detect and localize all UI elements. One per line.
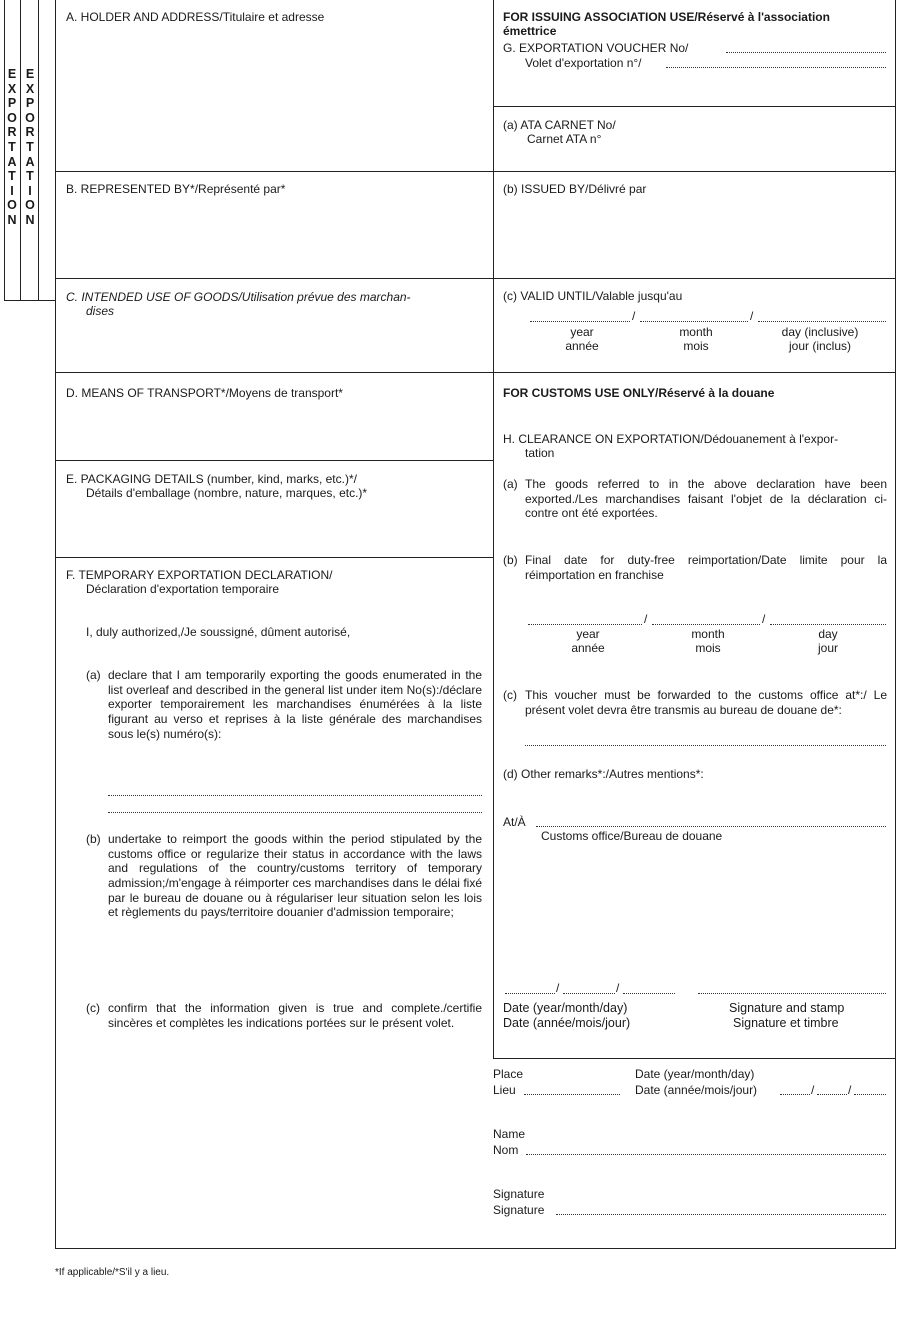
signature-stamp-label-fr: Signature et timbre <box>733 1016 839 1030</box>
place-line[interactable] <box>524 1094 620 1095</box>
reimport-month-label: month <box>691 627 725 641</box>
valid-month-line[interactable] <box>640 321 748 322</box>
side-letter: O <box>7 110 17 125</box>
signature-stamp-label: Signature and stamp <box>729 1001 845 1015</box>
side-letter: X <box>25 81 35 96</box>
customs-office-label: Customs office/Bureau de douane <box>541 829 723 843</box>
valid-day-label-fr: jour (inclus) <box>788 339 851 353</box>
place-date-day-line[interactable] <box>854 1094 886 1095</box>
duly-authorized-text: I, duly authorized,/Je soussigné, dûment autorisé, <box>86 625 351 639</box>
side-strip-divider <box>38 0 39 300</box>
f-b-label: (b) <box>86 832 101 846</box>
reimport-year-label: year <box>576 627 600 641</box>
name-line[interactable] <box>526 1154 886 1155</box>
field-h-clearance-cont: tation <box>525 446 555 460</box>
field-h-d-remarks: (d) Other remarks*:/Autres mentions*: <box>503 767 704 781</box>
field-c-intended-use: C. INTENDED USE OF GOODS/Utilisation prévue des marchan- <box>66 290 411 304</box>
h-c-label: (c) <box>503 688 517 702</box>
place-date-year-line[interactable] <box>780 1094 810 1095</box>
clearance-date-day-line[interactable] <box>623 993 675 994</box>
field-f-declaration-fr: Déclaration d'exportation temporaire <box>86 582 280 596</box>
valid-year-label-fr: année <box>565 339 599 353</box>
h-b-text: Final date for duty-free reimportation/Date limite pour la réimportation en franchise <box>525 553 887 582</box>
clearance-date-label-fr: Date (année/mois/jour) <box>503 1016 631 1030</box>
h-b-label: (b) <box>503 553 518 567</box>
clearance-date-label: Date (year/month/day) <box>503 1001 628 1015</box>
at-label: At/À <box>503 815 526 829</box>
side-letter: O <box>25 198 35 213</box>
side-letter: R <box>25 125 35 140</box>
voucher-no-line-fr[interactable] <box>666 67 886 68</box>
side-letter: T <box>26 169 34 184</box>
place-label: Place <box>493 1067 524 1081</box>
slash: / <box>632 309 636 323</box>
form-bottom-border <box>55 1248 896 1249</box>
reimport-day-label-fr: jour <box>817 641 838 655</box>
side-letter: A <box>25 154 35 169</box>
signature-line[interactable] <box>556 1214 886 1215</box>
reimport-day-line[interactable] <box>770 624 886 625</box>
rule-e-f <box>55 557 493 558</box>
rule-b-c <box>55 278 493 279</box>
field-ata-carnet-no-fr: Carnet ATA n° <box>527 132 602 146</box>
side-letter: T <box>8 140 16 154</box>
clearance-date-month-line[interactable] <box>563 993 615 994</box>
side-letter: I <box>28 183 32 198</box>
slash: / <box>848 1083 852 1097</box>
form-left-border <box>55 0 56 1248</box>
rule-d-e <box>55 460 493 461</box>
reimport-day-label: day <box>818 627 838 641</box>
f-a-text: declare that I am temporarily exporting the goods enumerated in the list overleaf and described in the general list under item No(s):/déclare exporter temporairement les marchandises énumérées à la liste figurant au verso et reprises à la liste générale des marchandises sous le(s) numéro(s): <box>108 668 482 741</box>
valid-month-label: month <box>679 325 713 339</box>
place-date-month-line[interactable] <box>817 1094 847 1095</box>
field-c-intended-use-cont: dises <box>86 304 115 318</box>
valid-month-label-fr: mois <box>683 339 709 353</box>
item-numbers-line-1[interactable] <box>108 795 482 796</box>
field-g-voucher-no: G. EXPORTATION VOUCHER No/ <box>503 41 689 55</box>
field-a-holder-address: A. HOLDER AND ADDRESS/Titulaire et adresse <box>66 10 325 24</box>
rule-c-d <box>55 372 493 373</box>
field-f-declaration: F. TEMPORARY EXPORTATION DECLARATION/ <box>66 568 333 582</box>
side-letter: O <box>25 110 35 125</box>
slash: / <box>556 981 560 995</box>
h-c-text: This voucher must be forwarded to the customs office at*:/ Le présent volet devra être transmis au bureau de douane de*: <box>525 688 887 717</box>
side-letter: R <box>7 125 17 140</box>
signature-label: Signature <box>493 1187 545 1201</box>
side-letter: P <box>25 96 35 111</box>
field-valid-until: (c) VALID UNTIL/Valable jusqu'au <box>503 289 683 303</box>
f-b-text: undertake to reimport the goods within the period stipulated by the customs office or regularize their status in accordance with the laws and regulations of the country/customs territory of temporary admission;/m'engage à réimporter ces marchandises dans le délai fixé par le bureau de douane ou à régulariser leur situation selon les lois et règlements du pays/territoire douanier d'admission temporaire; <box>108 832 482 920</box>
side-letter: E <box>25 67 35 81</box>
signature-label-fr: Signature <box>493 1203 545 1217</box>
column-divider <box>493 0 494 1058</box>
rule-a-b <box>55 171 493 172</box>
h-a-label: (a) <box>503 477 518 491</box>
valid-year-line[interactable] <box>530 321 630 322</box>
customs-use-header: FOR CUSTOMS USE ONLY/Réservé à la douane <box>503 386 775 400</box>
side-letter: N <box>7 213 17 227</box>
field-h-clearance: H. CLEARANCE ON EXPORTATION/Dédouanement à l'expor- <box>503 432 839 446</box>
field-g-voucher-no-fr: Volet d'exportation n°/ <box>525 56 642 70</box>
name-label: Name <box>493 1127 526 1141</box>
side-strip-bottom <box>4 300 56 301</box>
item-numbers-line-2[interactable] <box>108 812 482 813</box>
rule-customs-bottom <box>493 1058 896 1059</box>
issuing-association-header-cont: émettrice <box>503 24 557 38</box>
side-letter: O <box>7 198 17 213</box>
field-d-means-of-transport: D. MEANS OF TRANSPORT*/Moyens de transport* <box>66 386 343 400</box>
customs-office-at-line[interactable] <box>525 745 886 746</box>
valid-year-label: year <box>570 325 594 339</box>
rule-b-c-right <box>493 278 896 279</box>
voucher-no-line[interactable] <box>726 52 886 53</box>
side-letter: N <box>25 213 35 227</box>
valid-day-line[interactable] <box>758 321 886 322</box>
f-c-label: (c) <box>86 1001 100 1015</box>
side-strip-divider <box>20 0 21 300</box>
lieu-label: Lieu <box>493 1083 516 1097</box>
side-letter: T <box>26 140 34 154</box>
reimport-month-line[interactable] <box>652 624 760 625</box>
rule-a-b-right <box>493 171 896 172</box>
side-letter: X <box>7 81 17 96</box>
side-letter: A <box>7 154 17 169</box>
rule-g-a <box>493 106 896 107</box>
slash: / <box>762 612 766 626</box>
issuing-association-header: FOR ISSUING ASSOCIATION USE/Réservé à l'association <box>503 10 830 24</box>
reimport-year-label-fr: année <box>571 641 605 655</box>
reimport-month-label-fr: mois <box>695 641 721 655</box>
reimport-year-line[interactable] <box>528 624 642 625</box>
side-letter: T <box>8 169 16 184</box>
field-e-packaging: E. PACKAGING DETAILS (number, kind, marks, etc.)*/ <box>66 472 357 486</box>
f-c-text: confirm that the information given is true and complete./certifie sincères et complètes les indications portées sur le présent volet. <box>108 1001 482 1030</box>
slash: / <box>616 981 620 995</box>
field-issued-by: (b) ISSUED BY/Délivré par <box>503 182 647 196</box>
rule-c-customs <box>493 372 896 373</box>
place-date-label: Date (year/month/day) <box>635 1067 755 1081</box>
place-date-label-fr: Date (année/mois/jour) <box>635 1083 758 1097</box>
footnote: *If applicable/*S'il y a lieu. <box>55 1267 170 1278</box>
slash: / <box>644 612 648 626</box>
slash: / <box>750 309 754 323</box>
customs-office-line[interactable] <box>536 826 886 827</box>
form-right-border <box>895 0 896 1248</box>
h-a-text: The goods referred to in the above declaration have been exported./Les marchandises faisant l'objet de la déclaration ci-contre ont été exportées. <box>525 477 887 521</box>
side-letter: E <box>7 67 17 81</box>
field-b-represented-by: B. REPRESENTED BY*/Représenté par* <box>66 182 286 196</box>
f-a-label: (a) <box>86 668 101 682</box>
clearance-date-year-line[interactable] <box>505 993 555 994</box>
valid-day-label: day (inclusive) <box>781 325 859 339</box>
field-e-packaging-fr: Détails d'emballage (nombre, nature, marques, etc.)* <box>86 486 368 500</box>
side-letter: I <box>10 183 14 198</box>
slash: / <box>811 1083 815 1097</box>
field-ata-carnet-no: (a) ATA CARNET No/ <box>503 118 616 132</box>
side-letter: P <box>7 96 17 111</box>
nom-label: Nom <box>493 1143 519 1157</box>
signature-stamp-line[interactable] <box>698 993 886 994</box>
